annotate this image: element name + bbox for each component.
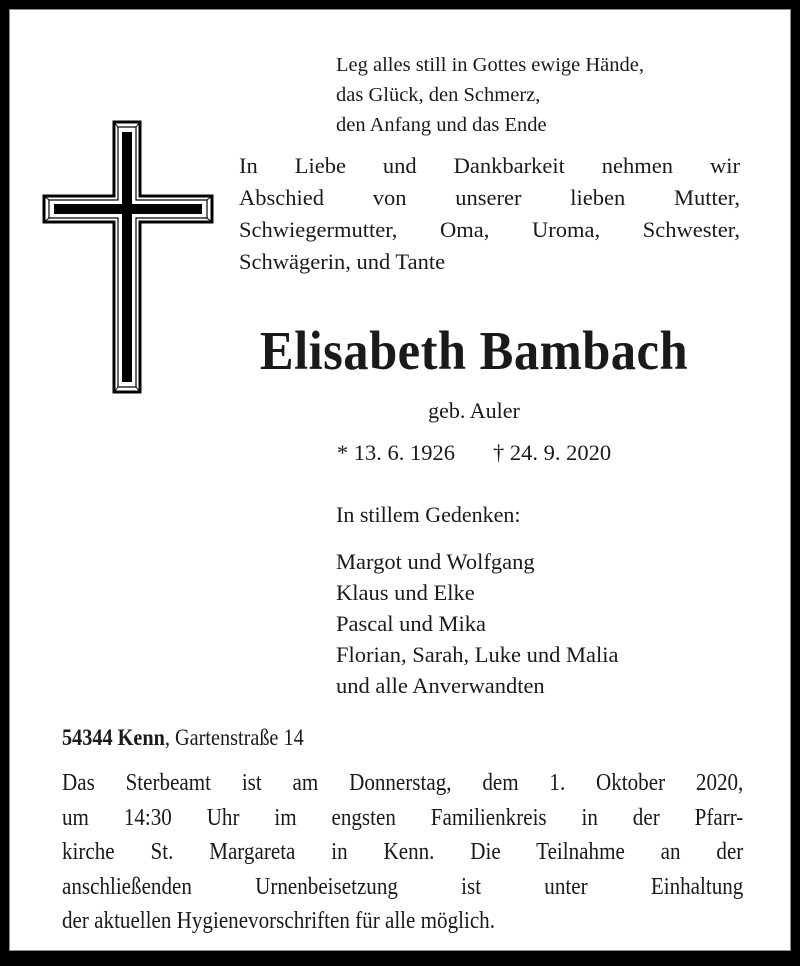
obituary-notice — [9, 9, 791, 951]
service-line: der aktuellen Hygienevorschriften für alle möglich. — [62, 908, 495, 935]
service-details — [62, 766, 743, 939]
mourner: und alle Anverwandten — [336, 673, 545, 698]
service-line: kirche St. Margareta in Kenn. Die Teilnahme an der — [62, 839, 744, 866]
motto-line: Leg alles still in Gottes ewige Hände, — [336, 54, 644, 76]
family-address — [62, 722, 304, 754]
mourners-list — [336, 546, 618, 701]
intro-line: In Liebe und Dankbarkeit nehmen wir — [239, 153, 740, 178]
address-city: 54344 Kenn — [62, 725, 165, 750]
service-line: Das Sterbeamt ist am Donnerstag, dem 1. Oktober 2020, — [62, 770, 744, 796]
maiden-name: geb. Auler — [428, 398, 520, 423]
intro-line: Schwägerin, und Tante — [239, 249, 446, 274]
service-line: um 14:30 Uhr im engsten Familienkreis in der Pfarr- — [62, 804, 744, 831]
mourning-heading: In stillem Gedenken: — [336, 502, 521, 527]
intro-text — [239, 150, 740, 278]
motto-line: den Anfang und das Ende — [336, 114, 547, 136]
motto-line: das Glück, den Schmerz, — [336, 84, 541, 106]
birth-date: * 13. 6. 1926 — [336, 440, 455, 465]
mourner: Klaus und Elke — [336, 580, 475, 605]
service-line: anschließenden Urnenbeisetzung ist unter Einhaltung — [62, 873, 744, 900]
mourner: Florian, Sarah, Luke und Malia — [336, 642, 619, 667]
deceased-name: Elisabeth Bambach — [259, 320, 689, 381]
intro-line: Schwiegermutter, Oma, Uroma, Schwester, — [239, 217, 740, 242]
life-dates — [209, 438, 739, 468]
intro-line: Abschied von unserer lieben Mutter, — [239, 185, 740, 210]
motto-verse — [336, 50, 644, 140]
cross-icon — [42, 120, 214, 394]
mourner: Margot und Wolfgang — [336, 549, 535, 574]
address-street: , Gartenstraße 14 — [164, 725, 304, 750]
death-date: † 24. 9. 2020 — [493, 440, 612, 465]
mourner: Pascal und Mika — [336, 611, 486, 636]
